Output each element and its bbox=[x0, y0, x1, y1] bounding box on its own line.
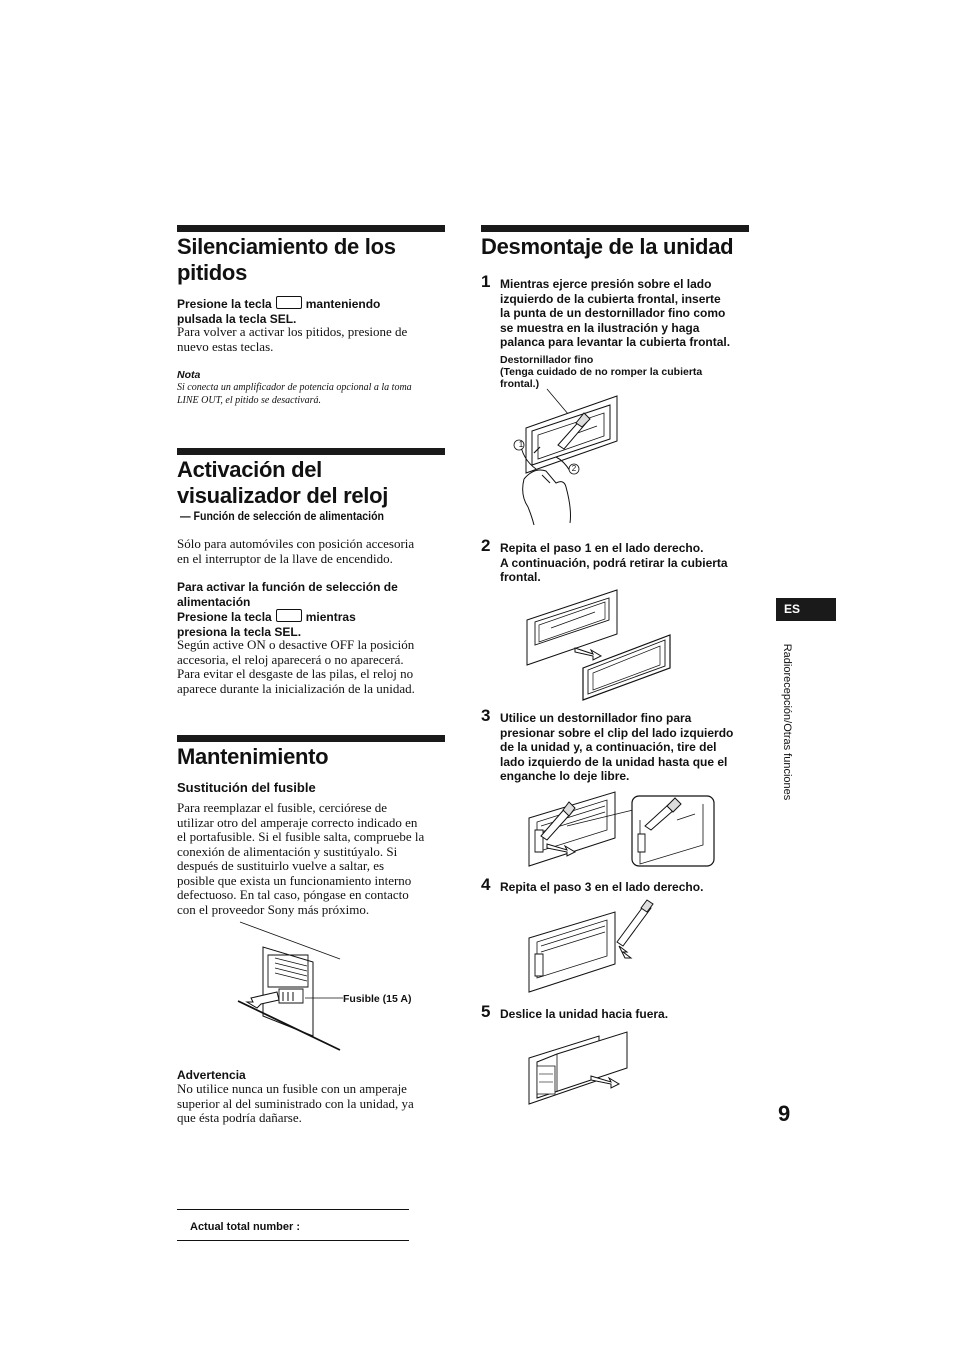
section-title-desmontaje: Desmontaje de la unidad bbox=[481, 234, 734, 259]
title-line: Activación del bbox=[177, 457, 322, 482]
warning-line: No utilice nunca un fusible con un amperaje bbox=[177, 1081, 407, 1096]
step-line: lado izquierdo de la unidad hasta que el bbox=[500, 754, 728, 769]
body-line: Sólo para automóviles con posición accesoria bbox=[177, 536, 415, 551]
step-text bbox=[500, 880, 760, 895]
footer-bottom-rule bbox=[177, 1240, 409, 1241]
section-title-pitidos bbox=[177, 234, 396, 286]
step-line: de la unidad y, a continuación, tire del bbox=[500, 740, 717, 754]
step-line: palanca para levantar la cubierta frontal. bbox=[500, 335, 731, 349]
caption-line: frontal.) bbox=[500, 378, 540, 390]
instruction-text: manteniendo bbox=[305, 297, 381, 311]
section-subtitle-reloj: — Función de selección de alimentación bbox=[180, 511, 385, 523]
section-rule-desmontaje bbox=[481, 225, 749, 232]
body-line: Para volver a activar los pitidos, presione de bbox=[177, 324, 408, 339]
callout-1: 1 bbox=[518, 440, 524, 449]
body-line: aparece durante la inicialización de la unidad. bbox=[177, 680, 415, 696]
instruction-reloj bbox=[177, 609, 447, 625]
title-line: pitidos bbox=[177, 260, 248, 285]
language-tab bbox=[776, 598, 836, 621]
section-title-mantenimiento: Mantenimiento bbox=[177, 744, 329, 769]
language-tab-label: ES bbox=[784, 602, 801, 616]
note-line: Si conecta un amplificador de potencia opcional a la toma bbox=[177, 382, 412, 393]
step5-illustration bbox=[527, 1028, 637, 1106]
page-number: 9 bbox=[778, 1101, 791, 1126]
step-line: Repita el paso 3 en el lado derecho. bbox=[500, 880, 704, 894]
section-rule-mantenimiento bbox=[177, 735, 445, 742]
step-line: se muestra en la ilustración y haga bbox=[500, 320, 700, 335]
key-icon bbox=[276, 296, 302, 309]
instruction-pitidos bbox=[177, 296, 447, 326]
key-icon bbox=[276, 609, 302, 622]
body-line: Para evitar el desgaste de las pilas, el reloj no bbox=[177, 666, 414, 681]
note-text bbox=[177, 382, 447, 407]
body-reloj-2 bbox=[177, 638, 452, 696]
step-line: Mientras ejerce presión sobre el lado bbox=[500, 277, 712, 291]
warning-title: Advertencia bbox=[177, 1068, 246, 1082]
fuse-illustration bbox=[235, 918, 355, 1058]
warning-body bbox=[177, 1082, 452, 1126]
step-line: Utilice un destornillador fino para bbox=[500, 711, 692, 725]
step-line: la punta de un destornillador fino como bbox=[500, 306, 726, 320]
instruction-text: mientras bbox=[305, 610, 356, 624]
title-line: visualizador del reloj bbox=[177, 483, 389, 508]
step-line: frontal. bbox=[500, 570, 541, 584]
step-line: presionar sobre el clip del lado izquierdo bbox=[500, 725, 734, 740]
section-title-reloj bbox=[177, 457, 388, 509]
step2-illustration bbox=[525, 590, 675, 702]
body-line: en el interruptor de la llave de encendido. bbox=[177, 550, 393, 566]
step-text bbox=[500, 1007, 760, 1022]
footer-top-rule bbox=[177, 1209, 409, 1210]
body-line: utilizar otro del amperaje correcto indicado en bbox=[177, 814, 418, 830]
body-pitidos bbox=[177, 325, 447, 354]
step-line: Deslice la unidad hacia fuera. bbox=[500, 1007, 669, 1021]
caption-line: Destornillador fino bbox=[500, 354, 594, 366]
footer-label: Actual total number : bbox=[190, 1221, 301, 1233]
step-line: izquierdo de la cubierta frontal, inserte bbox=[500, 291, 721, 306]
step-line: enganche lo deje libre. bbox=[500, 769, 630, 783]
step-text bbox=[500, 541, 760, 585]
step-line: Repita el paso 1 en el lado derecho. bbox=[500, 541, 704, 555]
step-line: A continuación, podrá retirar la cubierta bbox=[500, 555, 728, 570]
body-line: defectuoso. En tal caso, póngase en contacto bbox=[177, 887, 409, 902]
body-line: accesoria, el reloj aparecerá o no aparecerá. bbox=[177, 651, 404, 667]
body-line: el portafusible. Si el fusible salta, compruebe la bbox=[177, 829, 425, 844]
instruction-text: Presione la tecla bbox=[177, 610, 272, 624]
step-number: 2 bbox=[481, 536, 491, 555]
title-line: Silenciamiento de los bbox=[177, 234, 396, 259]
bold-line: alimentación bbox=[177, 594, 251, 609]
step-number: 5 bbox=[481, 1002, 491, 1021]
caption-line: (Tenga cuidado de no romper la cubierta bbox=[500, 366, 703, 378]
side-running-text: Radiorecepción/Otras funciones bbox=[781, 643, 793, 801]
body-mantenimiento bbox=[177, 801, 452, 917]
body-reloj-1 bbox=[177, 537, 447, 566]
warning-line: superior al del suministrado con la unidad, ya bbox=[177, 1095, 414, 1111]
fuse-label: Fusible (15 A) bbox=[343, 993, 412, 1005]
step-number: 1 bbox=[481, 272, 491, 291]
instruction-text: presiona la tecla SEL. bbox=[177, 624, 302, 639]
section-rule-pitidos bbox=[177, 225, 445, 232]
bold-heading-reloj bbox=[177, 580, 447, 639]
bold-line: Para activar la función de selección de bbox=[177, 580, 398, 594]
body-line: posible que exista un funcionamiento interno bbox=[177, 872, 412, 888]
body-line: con el proveedor Sony más próximo. bbox=[177, 901, 370, 917]
step4-illustration bbox=[527, 898, 657, 994]
step1-illustration bbox=[512, 383, 622, 528]
instruction-text: Presione la tecla bbox=[177, 297, 272, 311]
instruction-text: pulsada la tecla SEL. bbox=[177, 311, 297, 326]
step-text bbox=[500, 277, 760, 350]
callout-2: 2 bbox=[571, 464, 577, 473]
step3-illustration bbox=[527, 790, 717, 868]
step-number: 4 bbox=[481, 875, 491, 894]
body-line: Según active ON o desactive OFF la posición bbox=[177, 637, 415, 652]
subtitle-fusible: Sustitución del fusible bbox=[177, 780, 316, 795]
body-line: conexión de alimentación y sustitúyalo. Si bbox=[177, 843, 398, 859]
body-line: Para reemplazar el fusible, cerciórese de bbox=[177, 800, 388, 815]
note-line: LINE OUT, el pitido se desactivará. bbox=[177, 394, 321, 406]
section-rule-reloj bbox=[177, 448, 445, 455]
step-text bbox=[500, 711, 760, 784]
step-number: 3 bbox=[481, 706, 491, 725]
note-label: Nota bbox=[177, 369, 201, 381]
body-line: después de sustituirlo vuelve a saltar, es bbox=[177, 858, 385, 873]
warning-line: que ésta podría dañarse. bbox=[177, 1110, 302, 1125]
body-line: nuevo estas teclas. bbox=[177, 338, 274, 354]
